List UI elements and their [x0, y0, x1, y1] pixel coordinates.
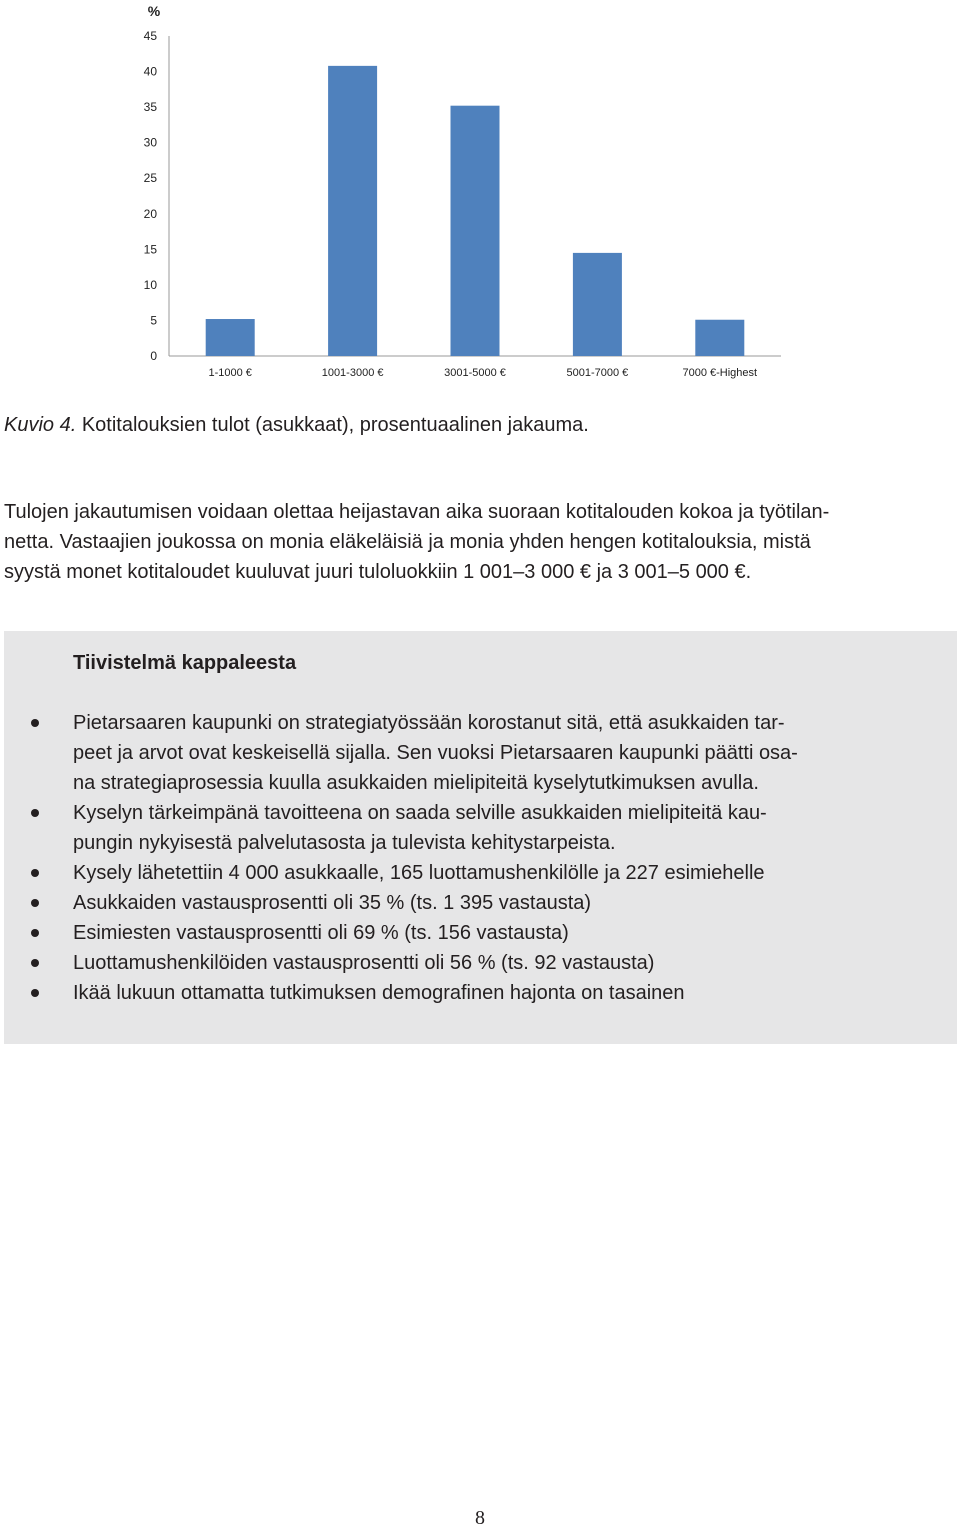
summary-bullet-item	[4, 948, 957, 978]
summary-bullet-item	[4, 888, 957, 918]
x-tick-label: 1-1000 €	[208, 367, 252, 379]
y-axis-ticks	[144, 29, 158, 363]
bar-5	[695, 320, 744, 356]
bullet-line: na strategiaprosessia kuulla asukkaiden mielipiteitä kyselytutkimuksen avulla.	[73, 772, 759, 794]
bar-4	[573, 253, 622, 356]
y-tick-label: 35	[143, 100, 157, 115]
bullet-icon	[31, 869, 39, 877]
y-tick-label: 0	[150, 349, 157, 363]
x-tick-label: 3001-5000 €	[444, 367, 506, 379]
summary-bullet-list	[4, 708, 957, 1008]
summary-bullet-item	[4, 858, 957, 888]
bullet-icon	[31, 809, 39, 817]
figure-caption-text: Kotitalouksien tulot (asukkaat), prosentuaalinen jakauma.	[76, 414, 589, 436]
bullet-line: Luottamushenkilöiden vastausprosentti oli 56 % (ts. 92 vastausta)	[73, 952, 655, 974]
summary-title: Tiivistelmä kappaleesta	[73, 652, 297, 674]
summary-bullet-item	[4, 708, 957, 798]
bullet-line: Pietarsaaren kaupunki on strategiatyössään korostanut sitä, että asukkaiden tar-	[73, 712, 785, 734]
y-axis-unit-label: %	[147, 3, 161, 19]
x-tick-label: 7000 €-Highest	[682, 367, 758, 379]
bullet-line: Esimiesten vastausprosentti oli 69 % (ts. 156 vastausta)	[73, 922, 569, 944]
y-tick-label: 45	[143, 29, 157, 43]
bullet-line: Asukkaiden vastausprosentti oli 35 % (ts. 1 395 vastausta)	[73, 892, 592, 914]
income-distribution-chart	[0, 0, 960, 390]
bullet-line: pungin nykyisestä palvelutasosta ja tulevista kehitystarpeista.	[73, 832, 616, 854]
bullet-icon	[31, 899, 39, 907]
y-tick-label: 20	[143, 206, 157, 221]
bar-2	[328, 66, 377, 356]
page-number: 8	[475, 1507, 485, 1529]
summary-bullet-item	[4, 918, 957, 948]
paragraph-line: Tulojen jakautumisen voidaan olettaa heijastavan aika suoraan kotitalouden kokoa ja työtilan-	[4, 501, 830, 523]
paragraph-line: netta. Vastaajien joukossa on monia eläkeläisiä ja monia yhden hengen kotitalouksia, mistä	[4, 531, 811, 553]
y-tick-label: 40	[143, 64, 157, 79]
y-tick-label: 10	[143, 277, 157, 292]
summary-bullet-item	[4, 798, 957, 858]
summary-bullet-item	[4, 978, 957, 1008]
bullet-icon	[31, 959, 39, 967]
bar-3	[451, 106, 500, 356]
bullet-icon	[31, 929, 39, 937]
chart-bars	[206, 66, 745, 356]
bullet-line: Ikää lukuun ottamatta tutkimuksen demografinen hajonta on tasainen	[73, 982, 685, 1004]
figure-caption-label: Kuvio 4.	[4, 414, 77, 436]
x-tick-label: 1001-3000 €	[321, 367, 384, 379]
y-tick-label: 30	[143, 135, 157, 150]
y-tick-label: 15	[143, 242, 157, 257]
bullet-icon	[31, 989, 39, 997]
y-tick-label: 5	[150, 313, 157, 328]
x-tick-label: 5001-7000 €	[566, 367, 629, 379]
bullet-line: Kysely lähetettiin 4 000 asukkaalle, 165 luottamushenkilölle ja 227 esimiehelle	[73, 862, 765, 884]
paragraph-line: syystä monet kotitaloudet kuuluvat juuri tuloluokkiin 1 001–3 000 € ja 3 001–5 000 €.	[4, 561, 752, 583]
bar-1	[206, 319, 255, 356]
bullet-line: Kyselyn tärkeimpänä tavoitteena on saada selville asukkaiden mielipiteitä kau-	[73, 802, 767, 824]
bullet-line: peet ja arvot ovat keskeisellä sijalla. Sen vuoksi Pietarsaaren kaupunki päätti osa-	[73, 742, 798, 764]
figure-caption	[4, 414, 954, 437]
x-axis-ticks	[208, 367, 757, 379]
y-tick-label: 25	[143, 171, 157, 186]
summary-box	[4, 631, 957, 1044]
body-paragraph	[4, 497, 960, 587]
bullet-icon	[31, 719, 39, 727]
